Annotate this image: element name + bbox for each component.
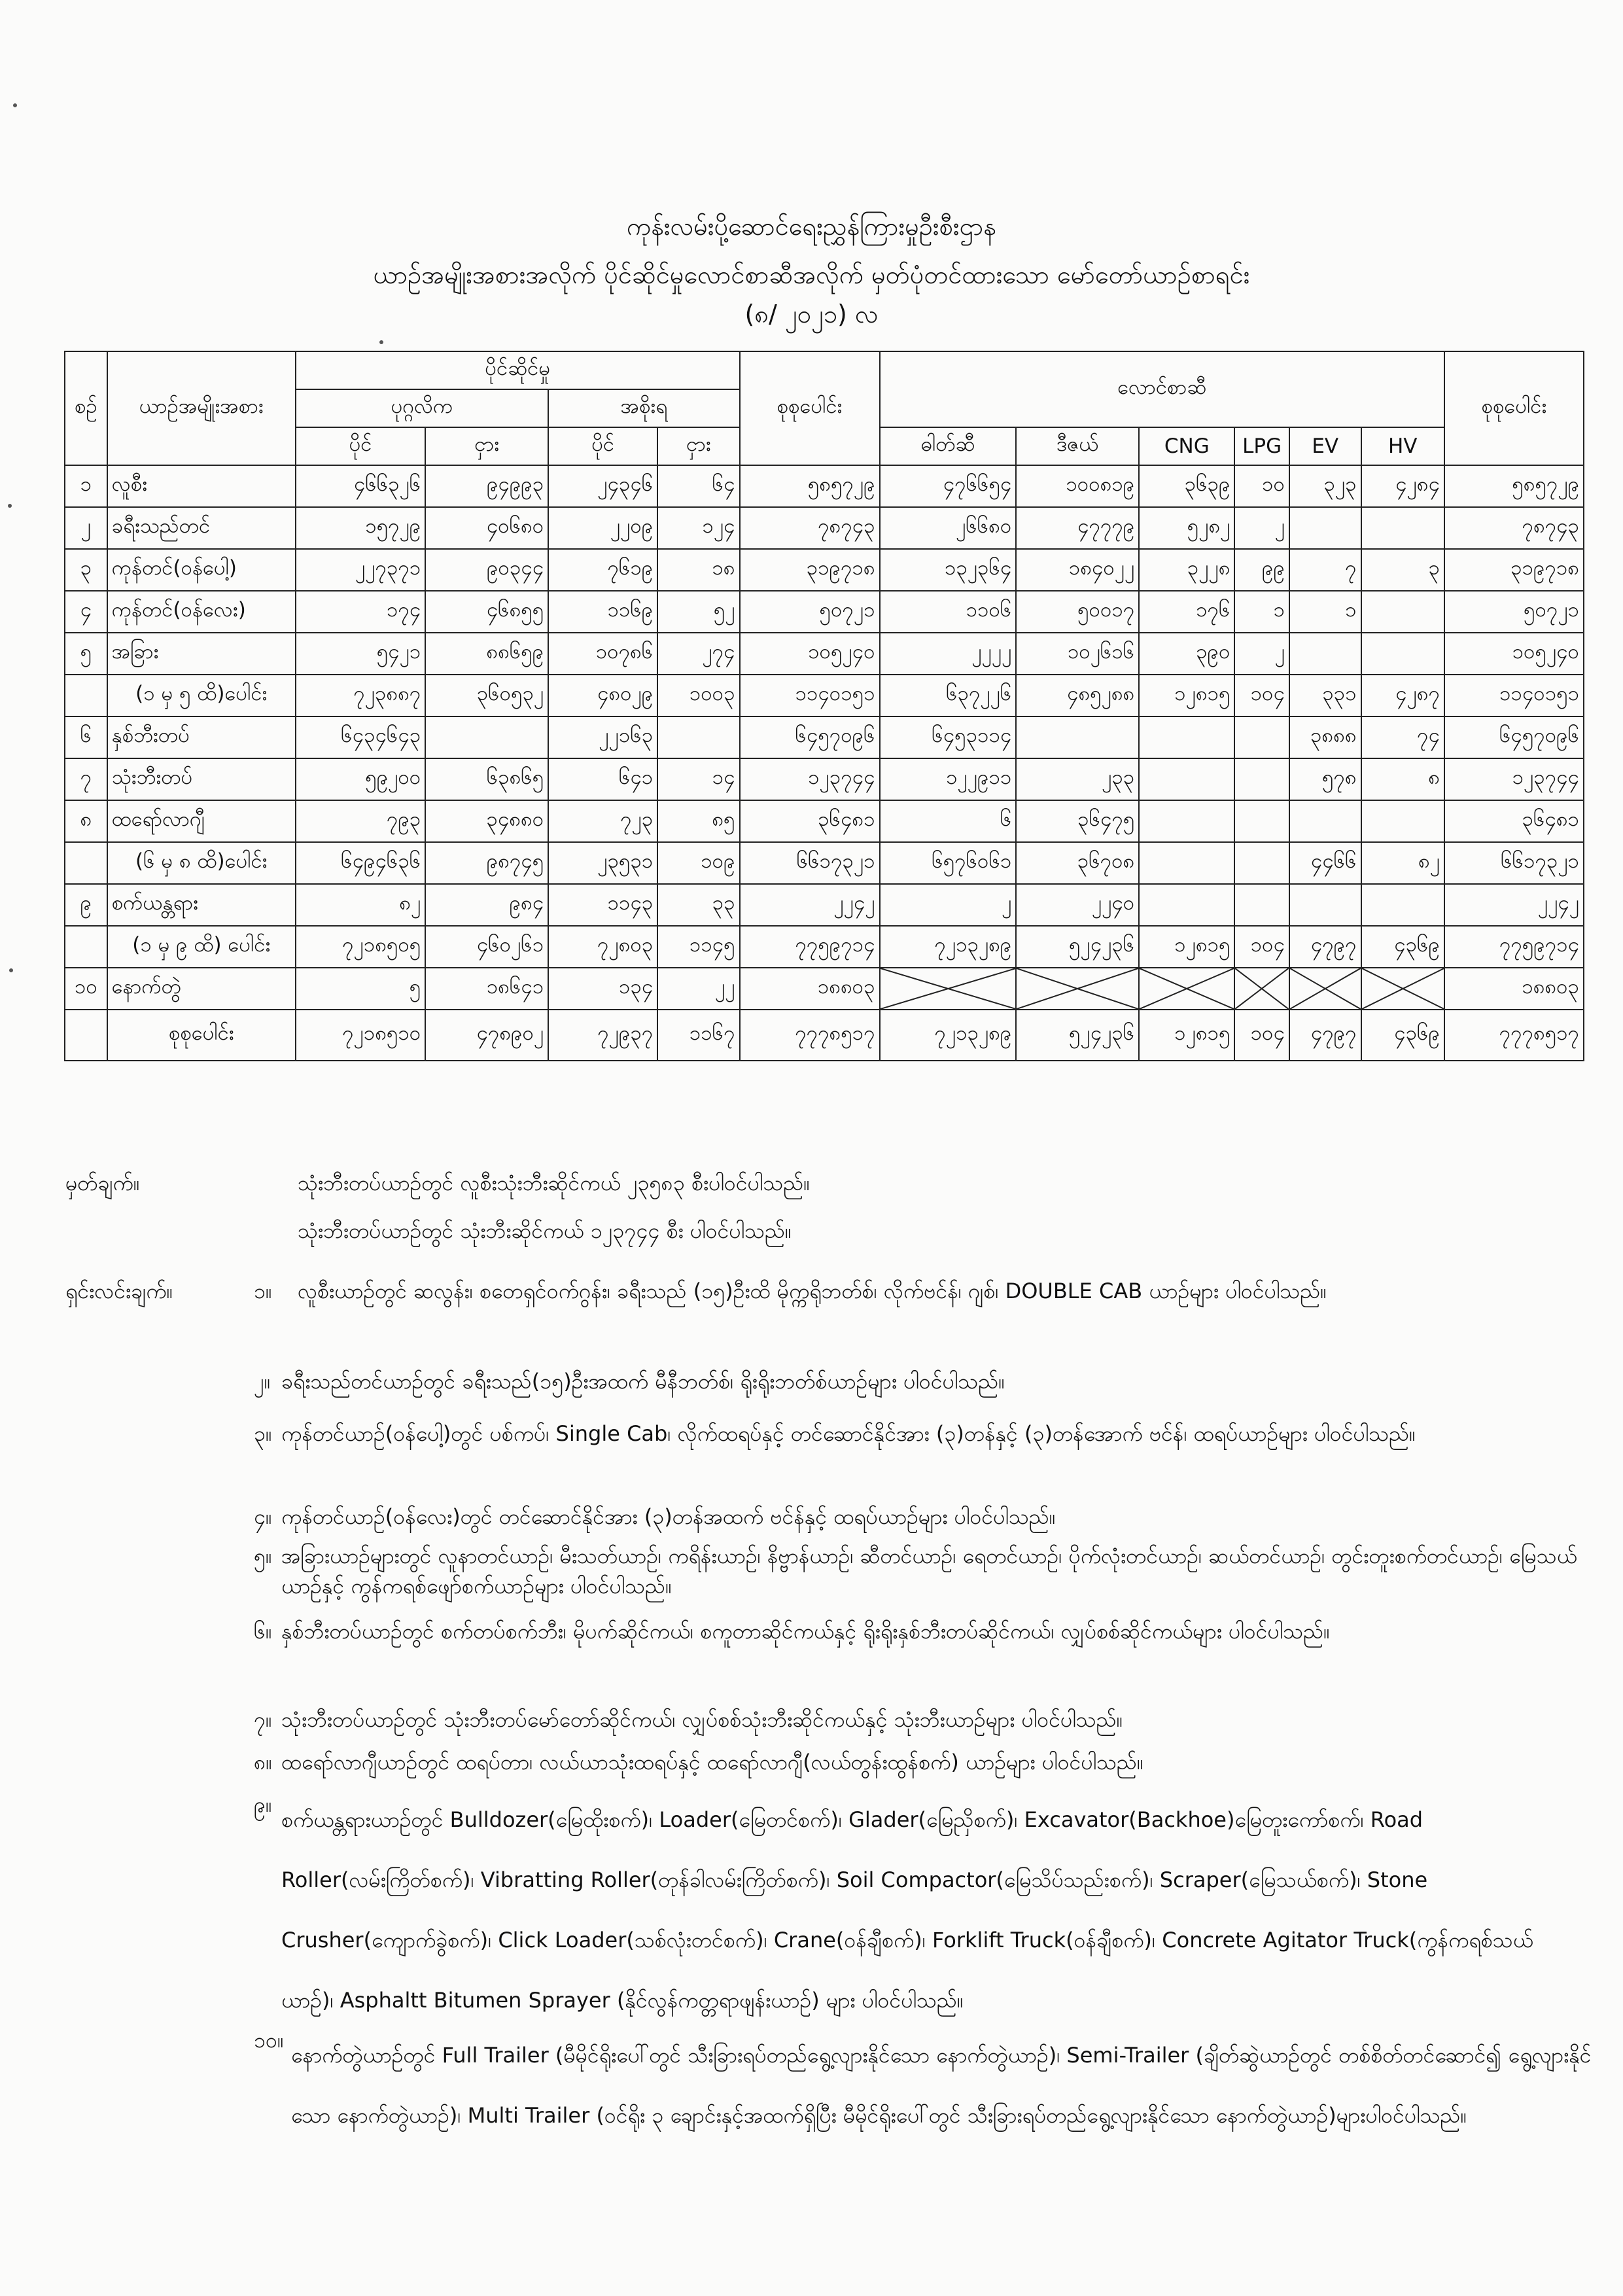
cell-type: အခြား	[107, 633, 296, 675]
cell-no: ၆	[65, 716, 107, 758]
header-private-rented: ငှား	[425, 427, 548, 465]
cell-total2: ၇၈၇၄၃	[1444, 507, 1584, 549]
cell-p-rent: ၉၈၄	[425, 884, 548, 926]
cell-p-own: ၅၄၂၁	[296, 633, 425, 675]
cell-hv	[1361, 591, 1444, 633]
header-vehicle-type: ယာဉ်အမျိုးအစား	[107, 351, 296, 465]
cell-p-own: ၅	[296, 968, 425, 1010]
cell-total: ၁၈၈၀၃	[740, 968, 880, 1010]
subtotal-row	[65, 926, 1584, 968]
cell-ev: ၅၇၈	[1289, 758, 1361, 800]
cell-p-rent: ၉၀၃၄၄	[425, 549, 548, 591]
cell-type: စုစုပေါင်း	[107, 1010, 296, 1061]
cell-p-rent: ၄၇၈၉၀၂	[425, 1010, 548, 1061]
cell-g-own: ၂၂၁၆၃	[548, 716, 657, 758]
explanation-number: ၁။	[254, 1279, 272, 1303]
header-petrol: ဓါတ်ဆီ	[880, 427, 1017, 465]
cell-no	[65, 675, 107, 716]
cell-cng: ၃၆၃၉	[1139, 465, 1234, 507]
subtotal-row	[65, 1010, 1584, 1061]
cell-hv: ၇၄	[1361, 716, 1444, 758]
cell-p-own: ၆၄၉၄၆၃၆	[296, 842, 425, 884]
cell-total: ၅၀၇၂၁	[740, 591, 880, 633]
cell-diesel: ၅၀၀၁၇	[1016, 591, 1139, 633]
cell-petrol: ၇၂၁၃၂၈၉	[880, 1010, 1017, 1061]
cell-g-rent: ၁၄	[657, 758, 739, 800]
explanation-text: ခရီးသည်တင်ယာဉ်တွင် ခရီးသည်(၁၅)ဦးအထက် မီနီဘတ်စ်၊ ရိုးရိုးဘတ်စ်ယာဉ်များ ပါဝင်ပါသည်။	[281, 1369, 1005, 1394]
cell-diesel	[1016, 716, 1139, 758]
cell-p-own: ၂၂၇၃၇၁	[296, 549, 425, 591]
cell-g-own: ၄၈၀၂၉	[548, 675, 657, 716]
cell-lpg: ၁	[1234, 591, 1289, 633]
cell-diesel: ၁၀၀၈၁၉	[1016, 465, 1139, 507]
cell-not-applicable	[1361, 968, 1444, 1010]
explanation-text: လူစီးယာဉ်တွင် ဆလွန်း၊ စတေရှင်ဝက်ဂွန်း၊ ခရီးသည် (၁၅)ဦးထိ မိုက္ကရိုဘတ်စ်၊ လိုက်ဗင်န်၊ ဂျစ်၊ DOUBLE CAB ယာဉ်များ ပါဝင်ပါသည်။	[298, 1279, 1327, 1303]
department-title: ကုန်းလမ်းပို့ဆောင်ရေးညွှန်ကြားမှုဦးစီးဌာန	[627, 212, 996, 241]
cell-type: သုံးဘီးတပ်	[107, 758, 296, 800]
header-total: စုစုပေါင်း	[740, 351, 880, 465]
table-row	[65, 968, 1584, 1010]
cell-cng: ၁၂၈၁၅	[1139, 675, 1234, 716]
cell-lpg: ၁၀၄	[1234, 926, 1289, 968]
cell-diesel: ၃၆၇၀၈	[1016, 842, 1139, 884]
cell-lpg	[1234, 842, 1289, 884]
cell-cng: ၁၂၈၁၅	[1139, 926, 1234, 968]
header-private-owned: ပိုင်	[296, 427, 425, 465]
cell-total2: ၃၁၉၇၁၈	[1444, 549, 1584, 591]
cell-lpg: ၂	[1234, 507, 1289, 549]
scan-speck	[13, 103, 17, 107]
cell-not-applicable	[880, 968, 1017, 1010]
header-diesel: ဒီဇယ်	[1016, 427, 1139, 465]
cell-diesel: ၂၂၄၀	[1016, 884, 1139, 926]
cell-hv	[1361, 800, 1444, 842]
table-row	[65, 800, 1584, 842]
cell-type: (၁ မှ ၉ ထိ) ပေါင်း	[107, 926, 296, 968]
explanation-number: ၈။	[254, 1750, 272, 1775]
cell-diesel: ၅၂၄၂၃၆	[1016, 1010, 1139, 1061]
cell-p-own: ၁၇၄	[296, 591, 425, 633]
cell-no: ၈	[65, 800, 107, 842]
cell-g-own: ၁၀၇၈၆	[548, 633, 657, 675]
scan-speck	[8, 504, 12, 508]
cell-hv: ၄၃၆၉	[1361, 1010, 1444, 1061]
cell-ev: ၃၃၁	[1289, 675, 1361, 716]
cell-total2: ၂၂၄၂	[1444, 884, 1584, 926]
cell-total2: ၅၈၅၇၂၉	[1444, 465, 1584, 507]
cell-petrol: ၂	[880, 884, 1017, 926]
cell-total: ၅၈၅၇၂၉	[740, 465, 880, 507]
cell-petrol: ၁၂၂၉၁၁	[880, 758, 1017, 800]
cell-p-rent: ၉၈၇၄၅	[425, 842, 548, 884]
cell-total2: ၅၀၇၂၁	[1444, 591, 1584, 633]
cell-g-own: ၇၂၃	[548, 800, 657, 842]
cell-petrol: ၁၃၂၃၆၄	[880, 549, 1017, 591]
cell-hv: ၈	[1361, 758, 1444, 800]
cell-g-rent: ၁၀၉	[657, 842, 739, 884]
cell-g-rent: ၂၂	[657, 968, 739, 1010]
cell-lpg: ၁၀	[1234, 465, 1289, 507]
header-fuel: လောင်စာဆီ	[880, 351, 1444, 427]
cell-diesel: ၅၂၄၂၃၆	[1016, 926, 1139, 968]
cell-total2: ၆၆၁၇၃၂၁	[1444, 842, 1584, 884]
table-row	[65, 716, 1584, 758]
cell-total2: ၇၇၅၉၇၁၄	[1444, 926, 1584, 968]
cell-p-rent	[425, 716, 548, 758]
cell-no: ၇	[65, 758, 107, 800]
cell-petrol: ၂၂၂၂	[880, 633, 1017, 675]
cell-no: ၃	[65, 549, 107, 591]
cell-no	[65, 842, 107, 884]
cell-no: ၅	[65, 633, 107, 675]
cell-ev: ၄၄၆၆	[1289, 842, 1361, 884]
note-line: သုံးဘီးတပ်ယာဉ်တွင် လူစီးသုံးဘီးဆိုင်ကယ် ၂၃၅၈၃ စီးပါဝင်ပါသည်။	[298, 1171, 810, 1195]
cell-lpg: ၁၀၄	[1234, 1010, 1289, 1061]
cell-g-rent: ၆၄	[657, 465, 739, 507]
notes-label: မှတ်ချက်။	[65, 1171, 140, 1195]
explanation-number: ၇။	[254, 1707, 272, 1732]
cell-lpg: ၉၉	[1234, 549, 1289, 591]
explanation-number: ၃။	[254, 1421, 272, 1446]
cell-petrol: ၆၃၇၂၂၆	[880, 675, 1017, 716]
cell-p-own: ၇၉၃	[296, 800, 425, 842]
cell-g-rent	[657, 716, 739, 758]
cell-ev	[1289, 800, 1361, 842]
cell-hv: ၃	[1361, 549, 1444, 591]
scan-speck	[9, 968, 13, 972]
cell-total: ၁၂၃၇၄၄	[740, 758, 880, 800]
header-private: ပုဂ္ဂလိက	[296, 389, 548, 427]
cell-type: နောက်တွဲ	[107, 968, 296, 1010]
cell-p-own: ၁၅၇၂၉	[296, 507, 425, 549]
cell-petrol: ၂၆၆၈၀	[880, 507, 1017, 549]
cell-type: (၁ မှ ၅ ထိ)ပေါင်း	[107, 675, 296, 716]
cell-g-own: ၁၃၄	[548, 968, 657, 1010]
cell-lpg	[1234, 800, 1289, 842]
cell-p-rent: ၃၄၈၈၀	[425, 800, 548, 842]
cell-cng	[1139, 716, 1234, 758]
table-row	[65, 884, 1584, 926]
cell-hv: ၈၂	[1361, 842, 1444, 884]
cell-total: ၁၁၄၀၁၅၁	[740, 675, 880, 716]
cell-total: ၇၇၇၈၅၁၇	[740, 1010, 880, 1061]
cell-total2: ၁၈၈၀၃	[1444, 968, 1584, 1010]
explanation-text: စက်ယန္တရားယာဉ်တွင် Bulldozer(မြေထိုးစက်)၊ Loader(မြေတင်စက်)၊ Glader(မြေညှိစက်)၊ Excavator(Backhoe)မြေတူးကော်စက်၊ Road Roller(လမ်းကြိတ်စက်)၊ Vibratting Roller(တုန်ခါလမ်းကြိတ်စက်)၊ Soil Compactor(မြေသိပ်သည်းစက်)၊ Scraper(မြေသယ်စက်)၊ Stone Crusher(ကျောက်ခွဲစက်)၊ Click Loader(သစ်လုံးတင်စက်)၊ Crane(ဝန်ချီစက်)၊ Forklift Truck(ဝန်ချီစက်)၊ Concrete Agitator Truck(ကွန်ကရစ်သယ်ယာဉ်)၊ Asphaltt Bitumen Sprayer (နိုင်လွန်ကတ္တရာဖျန်းယာဉ်) များ ပါဝင်ပါသည်။	[281, 1807, 1533, 2013]
cell-g-rent: ၅၂	[657, 591, 739, 633]
cell-total2: ၁၁၄၀၁၅၁	[1444, 675, 1584, 716]
cell-type: ကုန်တင်(ဝန်ပေါ့)	[107, 549, 296, 591]
cell-diesel: ၃၆၄၇၅	[1016, 800, 1139, 842]
cell-petrol: ၁၁၀၆	[880, 591, 1017, 633]
table-row	[65, 758, 1584, 800]
cell-p-rent: ၄၆၈၅၅	[425, 591, 548, 633]
cell-diesel: ၁၀၂၆၁၆	[1016, 633, 1139, 675]
header-lpg: LPG	[1234, 427, 1289, 465]
cell-cng	[1139, 884, 1234, 926]
cell-g-own: ၁၁၆၉	[548, 591, 657, 633]
table-row	[65, 507, 1584, 549]
cell-cng: ၃၉၀	[1139, 633, 1234, 675]
header-govt-rented: ငှား	[657, 427, 739, 465]
cell-cng	[1139, 842, 1234, 884]
cell-g-rent: ၁၁၆၇	[657, 1010, 739, 1061]
cell-not-applicable	[1139, 968, 1234, 1010]
cell-total2: ၃၆၄၈၁	[1444, 800, 1584, 842]
scan-speck	[379, 340, 383, 344]
cell-g-rent: ၁၈	[657, 549, 739, 591]
cell-petrol: ၆	[880, 800, 1017, 842]
cell-no	[65, 926, 107, 968]
cell-g-rent: ၁၁၄၅	[657, 926, 739, 968]
cell-not-applicable	[1289, 968, 1361, 1010]
cell-total2: ၁၂၃၇၄၄	[1444, 758, 1584, 800]
cell-not-applicable	[1016, 968, 1139, 1010]
cell-petrol: ၇၂၁၃၂၈၉	[880, 926, 1017, 968]
cell-g-rent: ၂၇၄	[657, 633, 739, 675]
cell-diesel: ၂၃၃	[1016, 758, 1139, 800]
cell-lpg	[1234, 758, 1289, 800]
cell-type: ကုန်တင်(ဝန်လေး)	[107, 591, 296, 633]
cell-ev: ၄၇၉၇	[1289, 926, 1361, 968]
cell-lpg	[1234, 716, 1289, 758]
explanation-text: သုံးဘီးတပ်ယာဉ်တွင် သုံးဘီးတပ်မော်တော်ဆိုင်ကယ်၊ လျှပ်စစ်သုံးဘီးဆိုင်ကယ်နှင့် သုံးဘီးယာဉ်များ ပါဝင်ပါသည်။	[281, 1707, 1123, 1732]
cell-cng	[1139, 800, 1234, 842]
cell-type: ထရော်လာဂျီ	[107, 800, 296, 842]
cell-g-own: ၂၂၀၉	[548, 507, 657, 549]
vehicle-registration-table	[64, 351, 1584, 1061]
cell-ev	[1289, 633, 1361, 675]
cell-total: ၇၇၅၉၇၁၄	[740, 926, 880, 968]
explanation-text: ကုန်တင်ယာဉ်(ဝန်လေး)တွင် တင်ဆောင်နိုင်အား (၃)တန်အထက် ဗင်န်နှင့် ထရပ်ယာဉ်များ ပါဝင်ပါသည်။	[281, 1504, 1056, 1529]
cell-hv	[1361, 507, 1444, 549]
table-row	[65, 591, 1584, 633]
cell-total: ၇၈၇၄၃	[740, 507, 880, 549]
header-hv: HV	[1361, 427, 1444, 465]
cell-no: ၁	[65, 465, 107, 507]
cell-type: (၆ မှ ၈ ထိ)ပေါင်း	[107, 842, 296, 884]
cell-ev	[1289, 884, 1361, 926]
cell-g-own: ၆၄၁	[548, 758, 657, 800]
table-row	[65, 465, 1584, 507]
explanation-number: ၆။	[254, 1619, 272, 1644]
cell-p-rent: ၁၈၆၄၁	[425, 968, 548, 1010]
cell-hv	[1361, 633, 1444, 675]
cell-type: စက်ယန္တရား	[107, 884, 296, 926]
header-government: အစိုးရ	[548, 389, 739, 427]
header-ownership: ပိုင်ဆိုင်မှု	[296, 351, 740, 389]
report-period: (၈/ ၂၀၂၁) လ	[744, 300, 879, 328]
cell-no: ၉	[65, 884, 107, 926]
explanation-number: ၄။	[254, 1504, 272, 1529]
cell-p-rent: ၄၆၀၂၆၁	[425, 926, 548, 968]
cell-p-own: ၄၆၆၃၂၆	[296, 465, 425, 507]
cell-diesel: ၁၈၄၀၂၂	[1016, 549, 1139, 591]
cell-g-rent: ၈၅	[657, 800, 739, 842]
table-row	[65, 549, 1584, 591]
cell-ev: ၃၂၃	[1289, 465, 1361, 507]
explanation-text: နောက်တွဲယာဉ်တွင် Full Trailer (မီမိုင်ရိုးပေါ်တွင် သီးခြားရပ်တည်ရွေ့လျားနိုင်သော နောက်တွဲယာဉ်)၊ Semi-Trailer (ချိတ်ဆွဲယာဉ်တွင် တစ်စိတ်တင်ဆောင်၍ ရွေ့လျားနိုင်သော နောက်တွဲယာဉ်)၊ Multi Trailer (ဝင်ရိုး ၃ ချောင်းနှင့်အထက်ရှိပြီး မီမိုင်ရိုးပေါ်တွင် သီးခြားရပ်တည်ရွေ့လျားနိုင်သော နောက်တွဲယာဉ်)များပါဝင်ပါသည်။	[291, 2043, 1592, 2128]
header-cng: CNG	[1139, 427, 1234, 465]
cell-no: ၁၀	[65, 968, 107, 1010]
cell-diesel: ၄၈၅၂၈၈	[1016, 675, 1139, 716]
cell-g-rent: ၁၀၀၃	[657, 675, 739, 716]
cell-ev	[1289, 507, 1361, 549]
cell-cng: ၁၇၆	[1139, 591, 1234, 633]
cell-p-own: ၈၂	[296, 884, 425, 926]
cell-type: ခရီးသည်တင်	[107, 507, 296, 549]
subtotal-row	[65, 842, 1584, 884]
cell-petrol: ၆၅၇၆၀၆၁	[880, 842, 1017, 884]
cell-ev: ၄၇၉၇	[1289, 1010, 1361, 1061]
cell-hv: ၄၂၈၄	[1361, 465, 1444, 507]
header-no: စဉ်	[65, 351, 107, 465]
table-row	[65, 633, 1584, 675]
cell-g-own: ၇၂၉၃၇	[548, 1010, 657, 1061]
cell-no: ၄	[65, 591, 107, 633]
cell-cng: ၁၂၈၁၅	[1139, 1010, 1234, 1061]
cell-g-own: ၇၂၈၀၃	[548, 926, 657, 968]
explanation-number: ၅။	[254, 1544, 272, 1568]
cell-total2: ၇၇၇၈၅၁၇	[1444, 1010, 1584, 1061]
cell-lpg: ၂	[1234, 633, 1289, 675]
explanation-number: ၁၀။	[254, 2028, 284, 2053]
explanation-text: ကုန်တင်ယာဉ်(ဝန်ပေါ့)တွင် ပစ်ကပ်၊ Single Cab၊ လိုက်ထရပ်နှင့် တင်ဆောင်နိုင်အား (၃)တန်နှင့် (၃)တန်အောက် ဗင်န်၊ ထရပ်ယာဉ်များ ပါဝင်ပါသည်။	[281, 1421, 1416, 1446]
cell-g-own: ၁၁၄၃	[548, 884, 657, 926]
cell-p-own: ၇၂၁၈၅၀၅	[296, 926, 425, 968]
cell-p-own: ၇၂၃၈၈၇	[296, 675, 425, 716]
cell-p-own: ၅၉၂၀၀	[296, 758, 425, 800]
cell-g-own: ၇၆၁၉	[548, 549, 657, 591]
cell-cng: ၅၂၈၂	[1139, 507, 1234, 549]
cell-g-rent: ၃၃	[657, 884, 739, 926]
cell-total: ၆၄၅၇၀၉၆	[740, 716, 880, 758]
cell-not-applicable	[1234, 968, 1289, 1010]
cell-g-own: ၂၄၃၄၆	[548, 465, 657, 507]
report-title: ယာဉ်အမျိုးအစားအလိုက် ပိုင်ဆိုင်မှုလောင်စာဆီအလိုက် မှတ်ပုံတင်ထားသော မော်တော်ယာဉ်စာရင်း	[373, 260, 1250, 289]
cell-no: ၂	[65, 507, 107, 549]
cell-total: ၆၆၁၇၃၂၁	[740, 842, 880, 884]
cell-total: ၂၂၄၂	[740, 884, 880, 926]
cell-total: ၃၆၄၈၁	[740, 800, 880, 842]
cell-ev: ၇	[1289, 549, 1361, 591]
cell-p-rent: ၆၃၈၆၅	[425, 758, 548, 800]
explanation-number: ၂။	[254, 1369, 271, 1394]
cell-total2: ၆၄၅၇၀၉၆	[1444, 716, 1584, 758]
cell-diesel: ၄၇၇၇၉	[1016, 507, 1139, 549]
cell-hv	[1361, 884, 1444, 926]
cell-type: လူစီး	[107, 465, 296, 507]
cell-g-own: ၂၃၅၃၁	[548, 842, 657, 884]
cell-petrol: ၆၄၅၃၁၁၄	[880, 716, 1017, 758]
cell-p-rent: ၃၆၀၅၃၂	[425, 675, 548, 716]
cell-p-rent: ၉၄၉၉၃	[425, 465, 548, 507]
cell-p-rent: ၈၈၆၅၉	[425, 633, 548, 675]
note-line: သုံးဘီးတပ်ယာဉ်တွင် သုံးဘီးဆိုင်ကယ် ၁၂၃၇၄၄ စီး ပါဝင်ပါသည်။	[298, 1218, 792, 1243]
cell-total: ၃၁၉၇၁၈	[740, 549, 880, 591]
cell-type: နှစ်ဘီးတပ်	[107, 716, 296, 758]
cell-no	[65, 1010, 107, 1061]
header-ev: EV	[1289, 427, 1361, 465]
explanation-text: နှစ်ဘီးတပ်ယာဉ်တွင် စက်တပ်စက်ဘီး၊ မိုပက်ဆိုင်ကယ်၊ စကူတာဆိုင်ကယ်နှင့် ရိုးရိုးနှစ်ဘီးတပ်ဆိုင်ကယ်၊ လျှပ်စစ်ဆိုင်ကယ်များ ပါဝင်ပါသည်။	[281, 1619, 1330, 1644]
cell-g-rent: ၁၂၄	[657, 507, 739, 549]
cell-hv: ၄၃၆၉	[1361, 926, 1444, 968]
cell-ev: ၃၈၈၈	[1289, 716, 1361, 758]
header-grand-total: စုစုပေါင်း	[1444, 351, 1584, 465]
header-govt-owned: ပိုင်	[548, 427, 657, 465]
cell-lpg	[1234, 884, 1289, 926]
explanations-label: ရှင်းလင်းချက်။	[65, 1279, 173, 1303]
cell-p-rent: ၄၀၆၈၀	[425, 507, 548, 549]
explanation-text: ထရော်လာဂျီယာဉ်တွင် ထရပ်တာ၊ လယ်ယာသုံးထရပ်နှင့် ထရော်လာဂျီ(လယ်တွန်းထွန်စက်) ယာဉ်များ ပါဝင်ပါသည်။	[281, 1750, 1143, 1775]
cell-cng: ၃၂၂၈	[1139, 549, 1234, 591]
cell-cng	[1139, 758, 1234, 800]
cell-total: ၁၀၅၂၄၀	[740, 633, 880, 675]
subtotal-row	[65, 675, 1584, 716]
explanation-text: အခြားယာဉ်များတွင် လူနာတင်ယာဉ်၊ မီးသတ်ယာဉ်၊ ကရိန်းယာဉ်၊ နိဗ္ဗာန်ယာဉ်၊ ဆီတင်ယာဉ်၊ ရေတင်ယာဉ်၊ ပိုက်လုံးတင်ယာဉ်၊ ဆယ်တင်ယာဉ်၊ တွင်းတူးစက်တင်ယာဉ်၊ မြေသယ်ယာဉ်နှင့် ကွန်ကရစ်ဖျော်စက်ယာဉ်များ ပါဝင်ပါသည်။	[281, 1544, 1577, 1598]
cell-p-own: ၇၂၁၈၅၁၀	[296, 1010, 425, 1061]
cell-petrol: ၄၇၆၆၅၄	[880, 465, 1017, 507]
cell-ev: ၁	[1289, 591, 1361, 633]
cell-p-own: ၆၄၃၄၆၄၃	[296, 716, 425, 758]
cell-total2: ၁၀၅၂၄၀	[1444, 633, 1584, 675]
explanation-number: ၉။	[254, 1792, 272, 1817]
cell-lpg: ၁၀၄	[1234, 675, 1289, 716]
cell-hv: ၄၂၈၇	[1361, 675, 1444, 716]
